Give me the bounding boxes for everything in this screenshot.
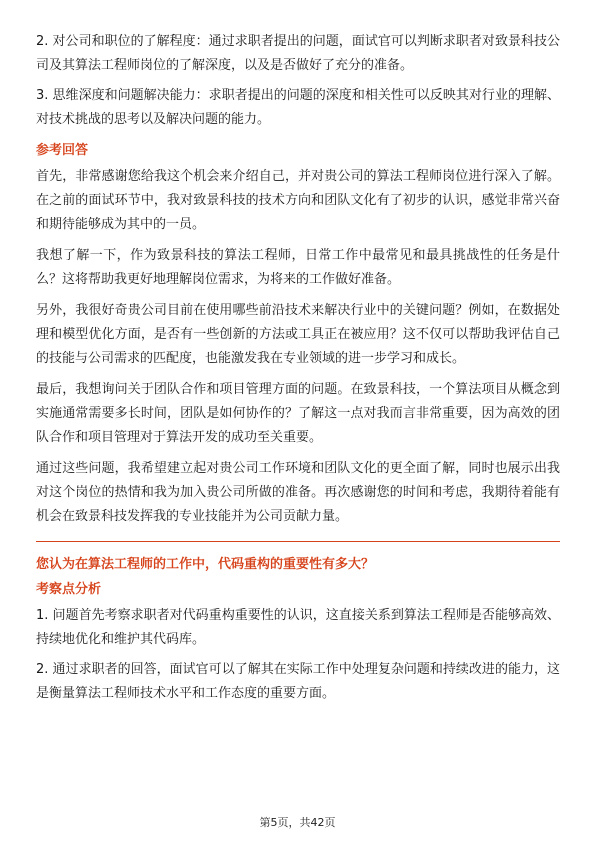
analysis-heading: 考察点分析 (36, 582, 102, 597)
analysis-item-2: 2. 通过求职者的回答，面试官可以了解其在实际工作中处理复杂问题和持续改进的能力，这是衡量算法工程师技术水平和工作态度的重要方面。 (36, 662, 560, 701)
answer-paragraph-4: 最后，我想询问关于团队合作和项目管理方面的问题。在致景科技，一个算法项目从概念到实施通常需要多长时间，团队是如何协作的？了解这一点对我而言非常重要，因为高效的团队合作和项目管理对于算法开发的成功至关重要。 (36, 382, 560, 445)
document-page (36, 30, 560, 712)
answer-paragraph-2: 我想了解一下，作为致景科技的算法工程师，日常工作中最常见和最具挑战性的任务是什么？这将帮助我更好地理解岗位需求，为将来的工作做好准备。 (36, 248, 560, 287)
answer-paragraph-5: 通过这些问题，我希望建立起对贵公司工作环境和团队文化的更全面了解，同时也展示出我对这个岗位的热情和我为加入贵公司所做的准备。再次感谢您的时间和考虑，我期待着能有机会在致景科技发挥我的专业技能并为公司贡献力量。 (36, 461, 560, 524)
answer-paragraph-3: 另外，我很好奇贵公司目前在使用哪些前沿技术来解决行业中的关键问题？例如，在数据处理和模型优化方面，是否有一些创新的方法或工具正在被应用？这不仅可以帮助我评估自己的技能与公司需求的匹配度，也能激发我在专业领域的进一步学习和成长。 (36, 303, 560, 366)
question-title: 您认为在算法工程师的工作中，代码重构的重要性有多大？ (36, 557, 375, 572)
answer-paragraph-1: 首先，非常感谢您给我这个机会来介绍自己，并对贵公司的算法工程师岗位进行深入了解。在之前的面试环节中，我对致景科技的技术方向和团队文化有了初步的认识，感觉非常兴奋和期待能够成为其中的一员。 (36, 169, 560, 232)
top-item-3: 3. 思维深度和问题解决能力：求职者提出的问题的深度和相关性可以反映其对行业的理解、对技术挑战的思考以及解决问题的能力。 (36, 88, 560, 127)
section-divider (36, 541, 560, 542)
analysis-item-1: 1. 问题首先考察求职者对代码重构重要性的认识，这直接关系到算法工程师是否能够高效、持续地优化和维护其代码库。 (36, 608, 560, 647)
top-item-2: 2. 对公司和职位的了解程度：通过求职者提出的问题，面试官可以判断求职者对致景科技公司及其算法工程师岗位的了解深度，以及是否做好了充分的准备。 (36, 34, 560, 73)
answer-heading: 参考回答 (36, 143, 89, 158)
page-footer: 第5页，共42页 (259, 816, 336, 829)
